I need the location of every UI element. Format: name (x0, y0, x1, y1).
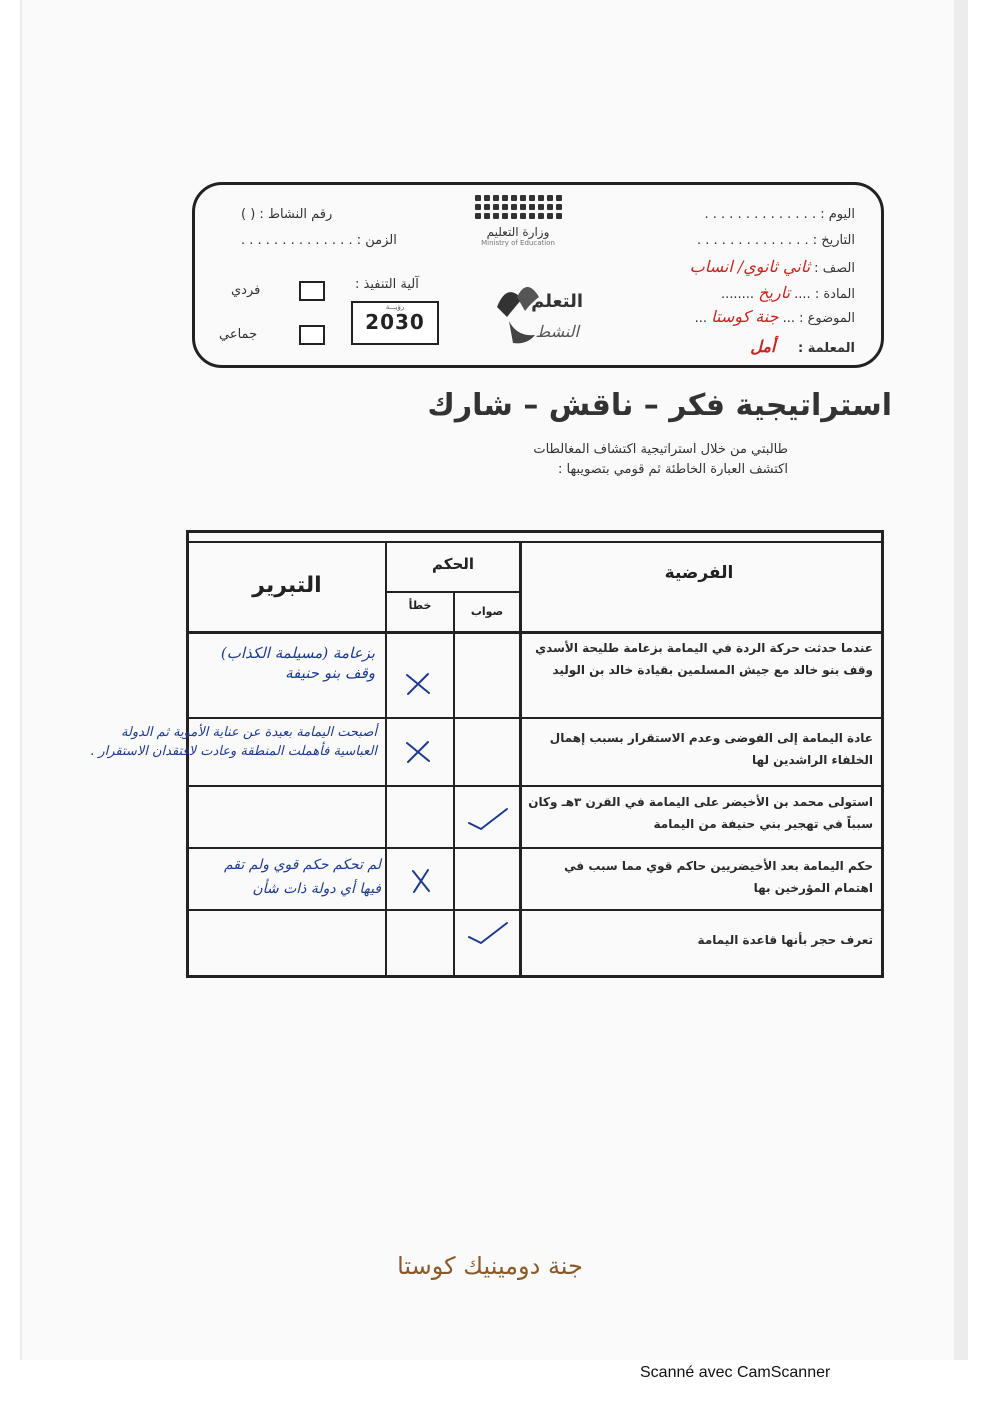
time-row: الزمن : . . . . . . . . . . . . . . (241, 233, 397, 248)
row-line-2 (189, 785, 881, 787)
individual-label: فردي (231, 283, 261, 298)
class-value: ثاني ثانوي/ انساب (689, 257, 811, 276)
day-row: اليوم : . . . . . . . . . . . . . . (704, 207, 855, 222)
header-box (192, 182, 884, 368)
justification-1: بزعامة (مسيلمة الكذاب) وقف بنو حنيفة (220, 644, 375, 682)
ministry-name: وزارة التعليم (486, 225, 550, 239)
date-dots: . . . . . . . . . . . . . . (697, 233, 809, 248)
group-checkbox[interactable] (299, 325, 325, 345)
ministry-logo (463, 195, 573, 247)
header-correct: صواب (470, 605, 504, 618)
header-hypothesis: الفرضية (664, 563, 734, 583)
day-dots: . . . . . . . . . . . . . . (704, 207, 817, 222)
teacher-label: المعلمة (807, 341, 855, 356)
subject-label: المادة (823, 287, 855, 302)
fallacies-table (90, 530, 884, 978)
hypothesis-4: حكم اليمامة بعد الأخيضريين حاكم قوي مما سبب في اهتمام المؤرخين بها (564, 859, 873, 895)
ministry-en: Ministry of Education (481, 239, 555, 247)
teacher-value: أمل (750, 337, 776, 356)
vision-number: 2030 (365, 310, 425, 334)
svg-text:النشط: النشط (535, 322, 579, 341)
time-dots: . . . . . . . . . . . . . . (241, 233, 353, 248)
instruction-text: طالبتي من خلال استراتيجية اكتشاف المغالطات اكتشف العبارة الخاطئة ثم قومي بتصويبها : (533, 442, 788, 477)
activity-value: ( ) (241, 207, 256, 222)
sheet-edge (954, 0, 968, 1360)
wrong-mark-2 (403, 739, 433, 765)
exec-row: آلية التنفيذ : (355, 277, 419, 292)
individual-checkbox[interactable] (299, 281, 325, 301)
row-line-4 (189, 909, 881, 911)
wrong-mark-4 (409, 867, 433, 895)
wrong-mark-1 (403, 671, 433, 697)
correct-mark-3 (465, 805, 511, 833)
svg-text:التعلم: التعلم (531, 291, 583, 312)
justification-4: لم تحكم حكم قوي ولم تقم فيها أي دولة ذات شأن (223, 857, 381, 897)
justification-2: أصبحت اليمامة بعيدة عن عناية الأموية ثم الدولة العباسية فأهملت المنطقة وعادت لافتقدان الاستقرار . (90, 725, 377, 759)
page-title: استراتيجية فكر – ناقش – شارك (427, 388, 892, 423)
time-label: الزمن (365, 233, 397, 248)
day-label: اليوم (828, 207, 855, 222)
header-bottom-line (189, 631, 881, 634)
active-learning-icon (487, 277, 587, 355)
student-signature: جنة دومينيك كوستا (397, 1252, 583, 1280)
class-label: الصف (822, 261, 855, 276)
active-learning-logo (487, 277, 587, 355)
header-justification: التبرير (252, 573, 322, 598)
vision-2030-logo (351, 301, 439, 345)
topic-label: الموضوع (807, 311, 855, 326)
col-line-hyp (519, 541, 522, 975)
row-line-3 (189, 847, 881, 849)
subject-value: تاريخ (758, 283, 791, 302)
topic-value: جنة كوستا (711, 307, 779, 326)
group-label: جماعي (219, 327, 258, 342)
date-label: التاريخ (821, 233, 855, 248)
hypothesis-1: عندما حدثت حركة الردة في اليمامة بزعامة طليحة الأسدي وقف بنو خالد مع جيش المسلمين بقيادة خالد بن الوليد (535, 641, 873, 677)
topic-row: الموضوع : ... جنة كوستا ... (694, 307, 855, 326)
date-row: التاريخ : . . . . . . . . . . . . . . (697, 233, 855, 248)
row-line-1 (189, 717, 881, 719)
activity-row: رقم النشاط : ( ) (241, 207, 333, 222)
header-judgment: الحكم (431, 555, 475, 573)
scanner-watermark: Scanné avec CamScanner (640, 1364, 831, 1381)
judgment-split-line (385, 591, 519, 593)
table-inner-top (189, 541, 881, 543)
teacher-row: المعلمة : أمل (750, 337, 855, 356)
hypothesis-2: عادة اليمامة إلى الفوضى وعدم الاستقرار بسبب إهمال الخلفاء الراشدين لها (549, 731, 873, 767)
col-line-wrong (453, 591, 455, 975)
correct-mark-5 (465, 919, 511, 947)
exec-label: آلية التنفيذ (363, 277, 419, 292)
vision-top: رؤيـــة (385, 303, 405, 311)
subject-row: المادة : .... تاريخ ........ (720, 283, 855, 302)
hypothesis-5: تعرف حجر بأنها قاعدة اليمامة (697, 933, 873, 947)
activity-label: رقم النشاط (267, 207, 333, 222)
header-wrong: خطأ (408, 599, 432, 612)
class-row: الصف : ثاني ثانوي/ انساب (689, 257, 855, 276)
ministry-dots-icon (463, 195, 573, 219)
hypothesis-3: استولى محمد بن الأخيضر على اليمامة في القرن ٣هـ وكان سبباً في تهجير بني حنيفة من اليمامة (528, 795, 873, 831)
